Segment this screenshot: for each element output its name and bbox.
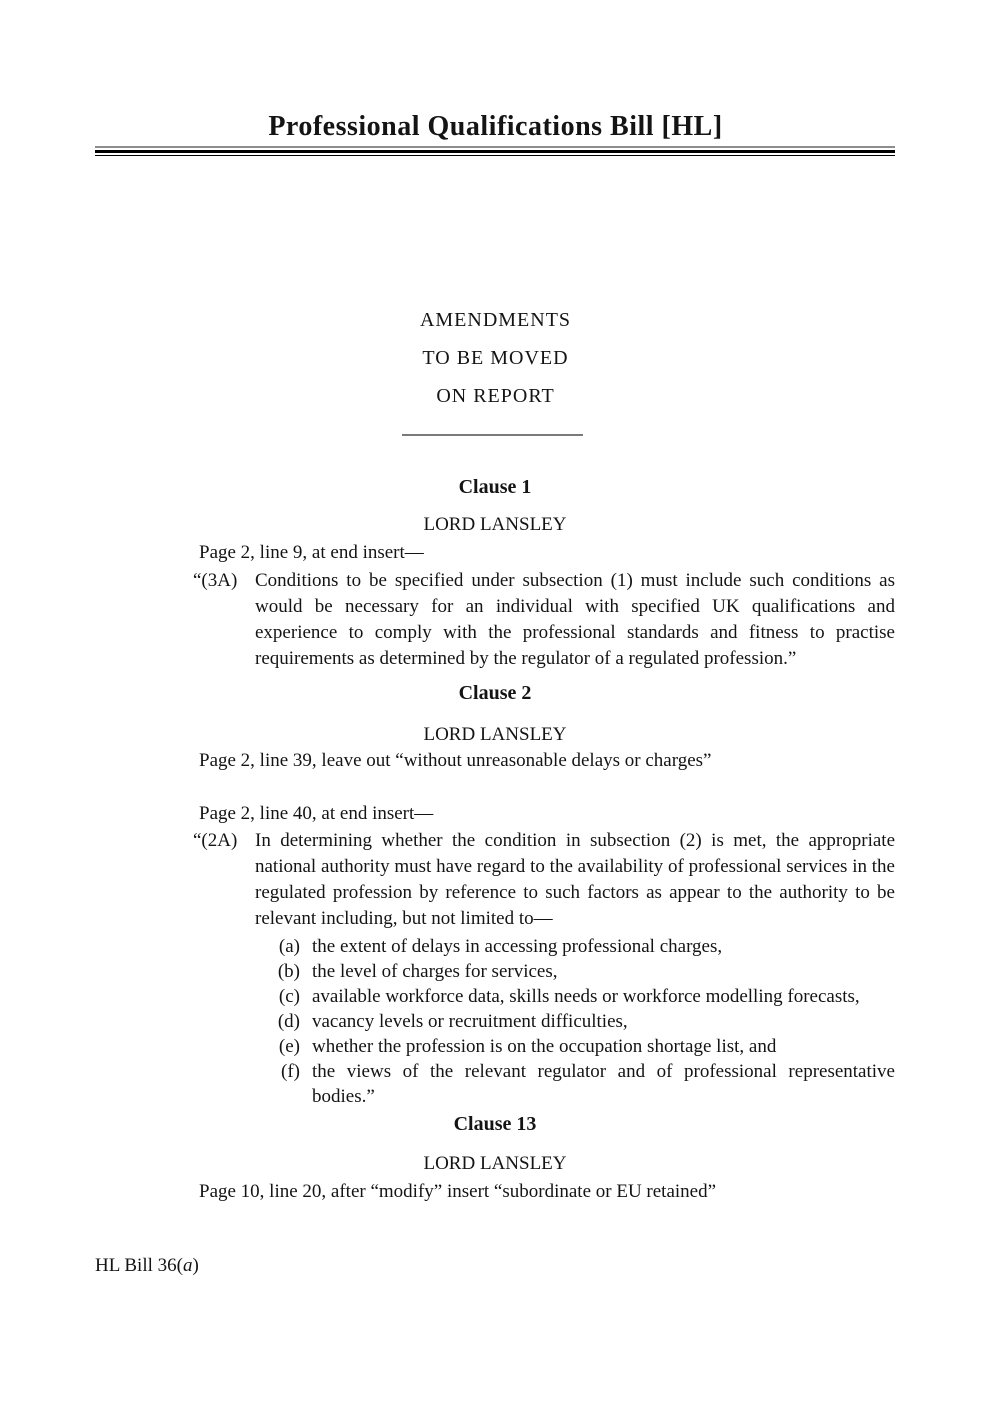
list-item <box>255 1034 895 1059</box>
subsection-text: Conditions to be specified under subsection (1) must include such conditions as would be necessary for an individual with specified UK qualifications and experience to comply with the professional standards and fitness to practise requirements as determined by the regulator of a regulated profession.” <box>255 570 895 669</box>
masthead-line-amendments: AMENDMENTS <box>419 309 572 331</box>
list-item <box>255 1009 895 1034</box>
separator-line <box>402 434 583 436</box>
list-item-text: available workforce data, skills needs or workforce modelling forecasts, <box>312 986 860 1007</box>
clause-2-heading: Clause 2 <box>458 682 532 704</box>
footer-text: HL Bill 36( <box>95 1255 183 1276</box>
amendment-instruction: Page 10, line 20, after “modify” insert “subordinate or EU retained” <box>199 1181 717 1202</box>
list-item <box>255 984 895 1009</box>
list-item-label: (b) <box>277 961 300 982</box>
masthead-line-to-be-moved: TO BE MOVED <box>422 347 569 369</box>
list-item-text: the extent of delays in accessing professional charges, <box>312 936 723 957</box>
list-item-label: (d) <box>277 1011 300 1032</box>
title-rule <box>95 146 895 156</box>
list-item-text: the views of the relevant regulator and of professional representative bodies.” <box>312 1061 895 1107</box>
bill-reference-footer <box>95 1253 199 1279</box>
clause-13-section <box>95 1111 895 1205</box>
amendment-instruction: Page 2, line 9, at end insert— <box>199 542 424 563</box>
clause-13-heading: Clause 13 <box>453 1113 537 1135</box>
factor-list <box>255 934 895 1109</box>
amendment-instruction: Page 2, line 40, at end insert— <box>199 803 434 824</box>
mover-name: LORD LANSLEY <box>423 1153 567 1174</box>
subsection-text: In determining whether the condition in subsection (2) is met, the appropriate national authority must have regard to the availability of professional services in the regulated profession by reference to such factors as appear to the authority to be relevant including, but not limited to— <box>255 830 895 929</box>
clause-2-section <box>95 680 895 1109</box>
inserted-subsection-2a <box>193 828 895 932</box>
footer-text: ) <box>192 1255 199 1276</box>
list-item-label: (e) <box>278 1036 300 1057</box>
subsection-label: “(2A) <box>193 830 238 851</box>
mover-name: LORD LANSLEY <box>423 514 567 535</box>
rule-thin-line <box>95 155 895 156</box>
list-item-label: (a) <box>278 936 300 957</box>
list-item <box>255 959 895 984</box>
mover-name: LORD LANSLEY <box>423 724 567 745</box>
list-item-text: whether the profession is on the occupation shortage list, and <box>312 1036 777 1057</box>
amendment-instruction: Page 2, line 39, leave out “without unreasonable delays or charges” <box>199 750 712 771</box>
clause-1-section <box>95 474 895 672</box>
list-item <box>255 934 895 959</box>
rule-gray-line <box>95 146 895 148</box>
masthead-line-on-report: ON REPORT <box>436 385 555 407</box>
masthead <box>0 301 991 415</box>
list-item-text: vacancy levels or recruitment difficulties, <box>312 1011 628 1032</box>
list-item-text: the level of charges for services, <box>312 961 558 982</box>
subsection-label: “(3A) <box>193 570 238 591</box>
bill-title: Professional Qualifications Bill [HL] <box>268 111 723 142</box>
rule-thick-line <box>95 150 895 153</box>
clause-1-heading: Clause 1 <box>458 476 532 498</box>
footer-italic: a <box>182 1255 193 1276</box>
list-item <box>255 1059 895 1109</box>
inserted-subsection-3a <box>193 568 895 672</box>
list-item-label: (f) <box>281 1061 300 1082</box>
list-item-label: (c) <box>278 986 300 1007</box>
